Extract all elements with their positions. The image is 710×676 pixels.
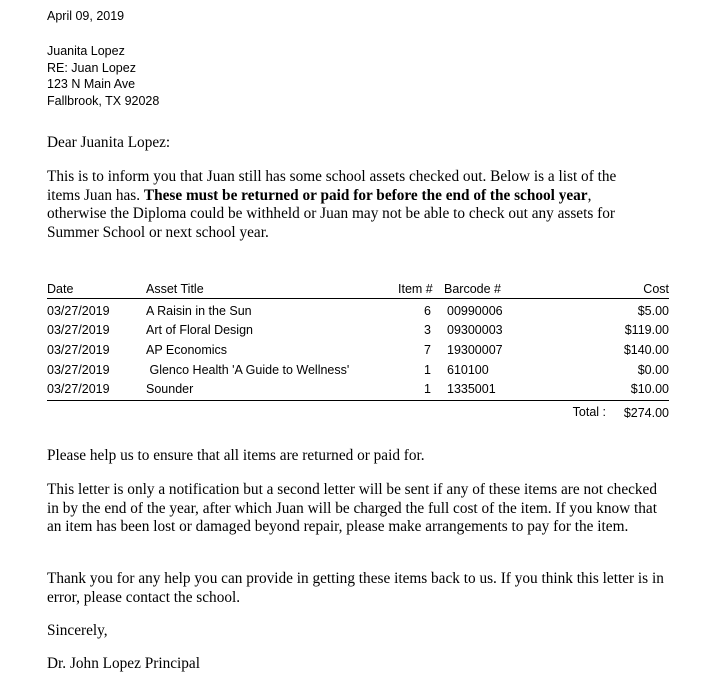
row-barcode: 00990006 [447, 304, 503, 318]
street-address: 123 N Main Ave [47, 77, 136, 91]
header-barcode: Barcode # [444, 282, 501, 296]
total-label: Total : [572, 405, 606, 419]
thanks-paragraph: Thank you for any help you can provide in getting these items back to us. If you think this letter is in error, please contact the school. [47, 570, 664, 606]
intro-text-start: This is to inform you that Juan still has some school assets checked out. Below is a list of the items Juan has. [47, 168, 617, 204]
row-date: 03/27/2019 [47, 323, 110, 337]
recipient-address [47, 43, 159, 109]
header-item-number: Item # [398, 282, 433, 296]
row-asset-title: A Raisin in the Sun [146, 304, 252, 318]
row-date: 03/27/2019 [47, 363, 110, 377]
row-asset-title: Glenco Health 'A Guide to Wellness' [146, 363, 350, 377]
row-barcode: 1335001 [447, 382, 496, 396]
row-cost: $0.00 [637, 363, 669, 377]
header-cost: Cost [643, 282, 669, 296]
footer-divider [47, 400, 669, 401]
row-item-number: 6 [424, 304, 431, 318]
intro-text-end: , otherwise the Diploma could be withheld or Juan may not be able to check out any assets for Summer School or next school year. [47, 186, 615, 241]
row-barcode: 19300007 [447, 343, 503, 357]
row-cost: $140.00 [623, 343, 669, 357]
row-date: 03/27/2019 [47, 343, 110, 357]
request-paragraph: Please help us to ensure that all items are returned or paid for. [47, 447, 425, 464]
city-state-zip: Fallbrook, TX 92028 [47, 93, 160, 108]
row-date: 03/27/2019 [47, 304, 110, 318]
row-cost: $10.00 [630, 382, 669, 396]
row-item-number: 1 [424, 382, 431, 396]
header-date: Date [47, 282, 74, 296]
header-asset-title: Asset Title [146, 282, 204, 296]
closing-line: Sincerely, [47, 622, 108, 639]
signature: Dr. John Lopez Principal [47, 655, 200, 672]
row-cost: $119.00 [624, 323, 669, 337]
total-value: $274.00 [623, 406, 669, 420]
header-divider [47, 298, 669, 299]
row-item-number: 3 [424, 323, 431, 337]
row-item-number: 7 [424, 343, 431, 357]
intro-bold-warning: These must be returned or paid for before the end of the school year [143, 186, 588, 204]
regarding-line: RE: Juan Lopez [47, 60, 136, 75]
letter-date: April 09, 2019 [47, 9, 125, 23]
row-barcode: 09300003 [447, 323, 503, 337]
row-item-number: 1 [424, 363, 431, 377]
row-date: 03/27/2019 [47, 382, 110, 396]
salutation: Dear Juanita Lopez: [47, 134, 171, 151]
row-asset-title: AP Economics [146, 343, 228, 357]
intro-paragraph [47, 168, 652, 242]
row-asset-title: Art of Floral Design [146, 323, 253, 337]
row-asset-title: Sounder [146, 382, 194, 396]
row-cost: $5.00 [637, 304, 669, 318]
row-barcode: 610100 [447, 363, 489, 377]
notice-paragraph: This letter is only a notification but a second letter will be sent if any of these items are not checked in by the end of the year, after which Juan will be charged the full cost of the item. If you know that an item has been lost or damaged beyond repair, please make arrangements to pay for the item. [47, 481, 657, 535]
recipient-name: Juanita Lopez [47, 44, 125, 58]
